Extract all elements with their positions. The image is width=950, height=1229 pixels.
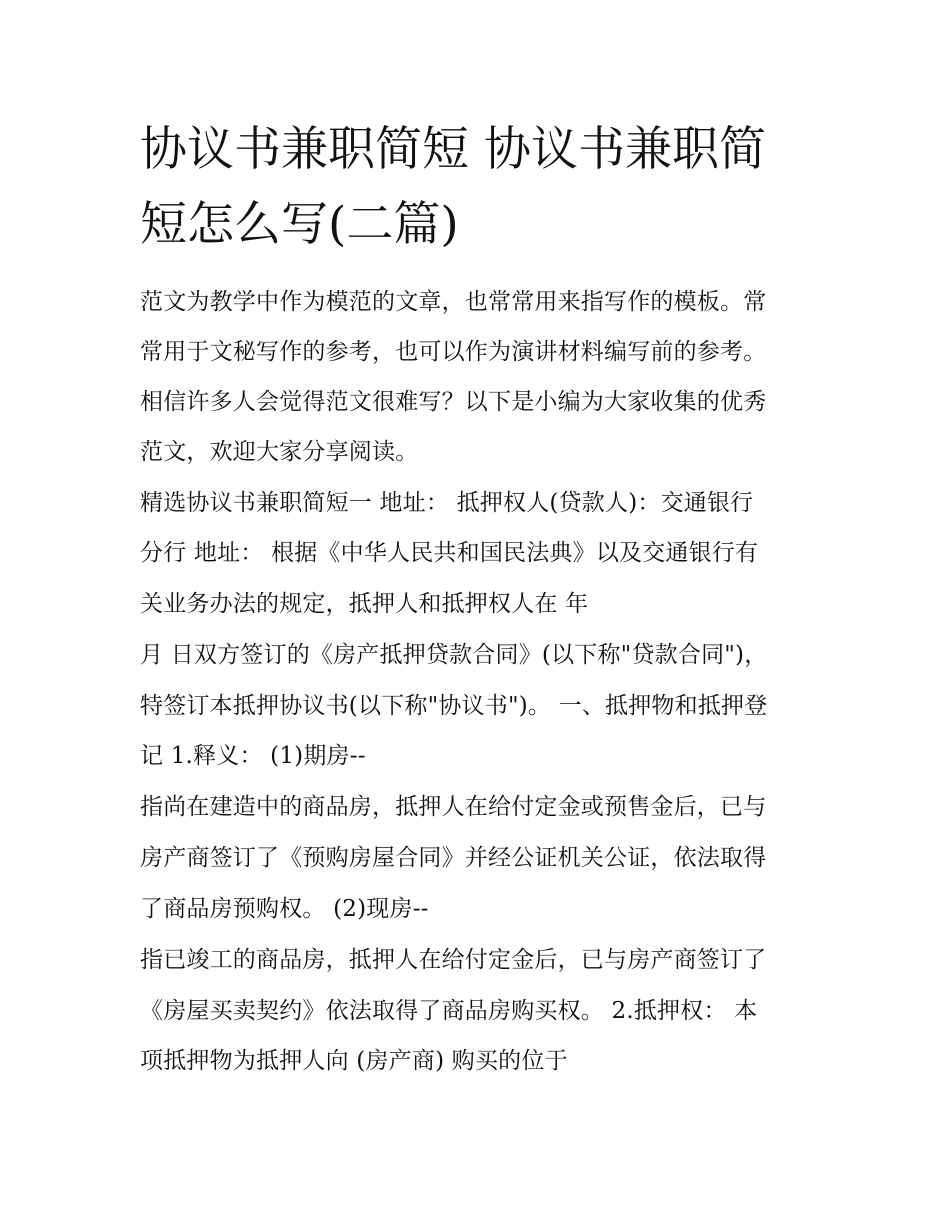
body-line-15: 《房屋买卖契约》依法取得了商品房购买权。 2.抵押权： 本 [140,998,758,1024]
body-line-6: 分行 地址： 根据《中华人民共和国民法典》以及交通银行有 [140,540,759,566]
body-line-14: 指已竣工的商品房，抵押人在给付定金后，已与房产商签订了 [140,947,767,973]
body-line-7: 关业务办法的规定，抵押人和抵押权人在 年 [140,591,589,617]
body-line-5: 精选协议书兼职简短一 地址： 抵押权人(贷款人)：交通银行 [140,490,754,516]
body-line-2: 常用于文秘写作的参考，也可以作为演讲材料编写前的参考。 [140,339,767,365]
title-line-1: 协议书兼职简短 协议书兼职简 [140,122,766,177]
title-line-2: 短怎么写(二篇) [140,197,459,252]
body-line-12: 房产商签订了《预购房屋合同》并经公证机关公证，依法取得 [140,845,767,871]
body-line-16: 项抵押物为抵押人向 (房产商) 购买的位于 [140,1048,568,1074]
body-line-8: 月 日双方签订的《房产抵押贷款合同》(以下称"贷款合同")， [140,642,768,668]
body-line-10: 记 1.释义： (1)期房-- [140,743,366,769]
body-line-3: 相信许多人会觉得范文很难写？以下是小编为大家收集的优秀 [140,389,767,415]
document-title [140,112,830,262]
body-line-4: 范文，欢迎大家分享阅读。 [140,439,419,465]
body-line-13: 了商品房预购权。 (2)现房-- [140,896,429,922]
body-line-1: 范文为教学中作为模范的文章，也常常用来指写作的模板。常 [140,289,767,315]
body-line-11: 指尚在建造中的商品房，抵押人在给付定金或预售金后，已与 [140,794,767,820]
body-line-9: 特签订本抵押协议书(以下称"协议书")。 一、抵押物和抵押登 [140,693,768,719]
